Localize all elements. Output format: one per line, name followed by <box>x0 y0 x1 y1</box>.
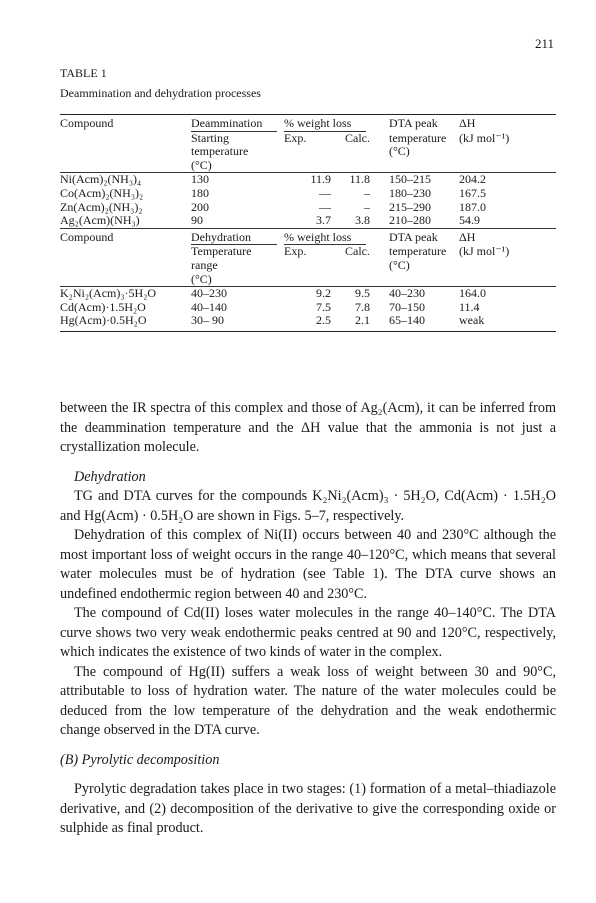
header-process: Deammination <box>191 117 277 132</box>
header-process-sub: (°C) <box>191 271 212 286</box>
table-header-row <box>60 115 556 132</box>
header-dta: DTA peak <box>389 229 438 244</box>
table-bottom-rule <box>60 331 556 332</box>
header-dta-sub: temperature <box>389 244 447 259</box>
header-dta-sub: (°C) <box>389 257 410 272</box>
cell-calc: 3.8 <box>355 213 370 228</box>
cell-delta-h: 164.0 <box>459 286 486 301</box>
cell-exp: — <box>319 185 331 200</box>
cell-delta-h: 187.0 <box>459 199 486 214</box>
header-delta-h: ΔH <box>459 229 476 244</box>
cell-temp: 40–140 <box>191 299 227 314</box>
cell-compound: Ni(Acm)₂(NH₃)₄ <box>60 172 142 187</box>
cell-calc: 9.5 <box>355 286 370 301</box>
header-compound: Compound <box>60 229 114 244</box>
body-text <box>60 399 556 839</box>
cell-delta-h: weak <box>459 313 485 328</box>
header-process-sub: range <box>191 257 218 272</box>
cell-calc: – <box>364 199 370 214</box>
table-row <box>60 214 556 228</box>
cell-dta: 70–150 <box>389 299 425 314</box>
header-process-sub: (°C) <box>191 157 212 172</box>
header-calc: Calc. <box>345 244 370 259</box>
cell-exp: — <box>319 199 331 214</box>
table-row <box>60 187 556 201</box>
header-process-sub: Starting <box>191 130 229 145</box>
paragraph: Pyrolytic degradation takes place in two stages: (1) formation of a metal–thiadiazole derivative, and (2) decomposition of the derivative to give the corresponding oxide or sulphide as final product. <box>60 781 556 836</box>
table-label: TABLE 1 <box>60 66 107 80</box>
cell-dta: 40–230 <box>389 286 425 301</box>
cell-dta: 150–215 <box>389 172 431 187</box>
header-dta: DTA peak <box>389 116 438 130</box>
cell-delta-h: 167.5 <box>459 185 486 200</box>
page-number: 211 <box>534 36 554 51</box>
table-header-row <box>60 259 556 273</box>
cell-exp: 7.5 <box>316 299 331 314</box>
cell-temp: 180 <box>191 185 209 200</box>
cell-temp: 30– 90 <box>191 313 224 328</box>
cell-exp: 3.7 <box>316 213 331 228</box>
header-process: Dehydration <box>191 231 277 246</box>
table-row <box>60 314 556 331</box>
table-header-row <box>60 228 556 245</box>
data-table <box>60 114 556 332</box>
cell-exp: 9.2 <box>316 286 331 301</box>
header-dta-sub: (°C) <box>389 144 410 159</box>
cell-dta: 180–230 <box>389 185 431 200</box>
header-weight-loss: % weight loss <box>284 117 366 132</box>
cell-compound: Ag₂(Acm)(NH₃) <box>60 213 140 228</box>
header-weight-loss: % weight loss <box>284 231 366 246</box>
cell-compound: Co(Acm)₂(NH₃)₂ <box>60 185 144 200</box>
header-dta-sub: temperature <box>389 130 447 145</box>
table-header-row <box>60 245 556 259</box>
header-exp: Exp. <box>284 244 307 259</box>
header-delta-h-unit: (kJ mol⁻¹) <box>459 244 510 259</box>
header-delta-h: ΔH <box>459 116 476 130</box>
header-process-sub: temperature <box>191 144 249 159</box>
cell-exp: 11.9 <box>310 172 331 187</box>
cell-compound: Cd(Acm)·1.5H₂O <box>60 299 146 314</box>
paragraph: The compound of Cd(II) loses water molecules in the range 40–140°C. The DTA curve shows two very weak endothermic peaks centred at 90 and 120°C, respectively, which indicates the existence of two kinds of water in the complex. <box>60 605 556 660</box>
cell-delta-h: 204.2 <box>459 172 486 187</box>
cell-calc: 2.1 <box>355 313 370 328</box>
table-row <box>60 301 556 315</box>
paragraph: between the IR spectra of this complex and those of Ag₂(Acm), it can be inferred from the deammination temperature and the ΔH value that the ammonia is not just a crystallization molecule. <box>60 400 556 455</box>
cell-exp: 2.5 <box>316 313 331 328</box>
cell-compound: Zn(Acm)₂(NH₃)₂ <box>60 199 143 214</box>
section-heading-pyrolytic: (B) Pyrolytic decomposition <box>60 751 220 768</box>
cell-dta: 215–290 <box>389 199 431 214</box>
cell-temp: 90 <box>191 213 203 228</box>
cell-dta: 65–140 <box>389 313 425 328</box>
table-row <box>60 201 556 215</box>
table-row <box>60 173 556 187</box>
table-row <box>60 287 556 301</box>
table-header-row <box>60 132 556 146</box>
cell-compound: Hg(Acm)·0.5H₂O <box>60 313 147 328</box>
cell-calc: 11.8 <box>349 172 370 187</box>
table-header-row <box>60 145 556 159</box>
cell-delta-h: 11.4 <box>459 299 480 314</box>
header-compound: Compound <box>60 116 114 130</box>
paragraph: Dehydration of this complex of Ni(II) occurs between 40 and 230°C although the most important loss of weight occurs in the range 40–120°C, which means that several water molecules must be of hydration (see Table 1). The DTA curve shows an undefined endothermic region between 40 and 230°C. <box>60 527 556 602</box>
section-heading-dehydration: Dehydration <box>74 468 146 485</box>
cell-calc: – <box>364 185 370 200</box>
cell-temp: 200 <box>191 199 209 214</box>
table-header-row <box>60 273 556 287</box>
header-delta-h-unit: (kJ mol⁻¹) <box>459 130 510 145</box>
table-title: Deammination and dehydration processes <box>60 86 261 100</box>
cell-temp: 40–230 <box>191 286 227 301</box>
cell-calc: 7.8 <box>355 299 370 314</box>
paragraph: TG and DTA curves for the compounds K₂Ni₂(Acm)₃ · 5H₂O, Cd(Acm) · 1.5H₂O and Hg(Acm) · 0.5H₂O are shown in Figs. 5–7, respectively. <box>60 488 556 524</box>
table-header-row <box>60 159 556 173</box>
header-process-sub: Temperature <box>191 244 252 259</box>
cell-temp: 130 <box>191 172 209 187</box>
header-exp: Exp. <box>284 130 307 145</box>
cell-delta-h: 54.9 <box>459 213 480 228</box>
header-calc: Calc. <box>345 130 370 145</box>
cell-dta: 210–280 <box>389 213 431 228</box>
cell-compound: K₂Ni₂(Acm)₃·5H₂O <box>60 286 157 301</box>
paragraph: The compound of Hg(II) suffers a weak loss of weight between 30 and 90°C, attributable to loss of hydration water. The nature of the water molecules could be deduced from the low temperature of the dehydration and the weak endothermic change observed in the DTA curve. <box>60 663 556 738</box>
